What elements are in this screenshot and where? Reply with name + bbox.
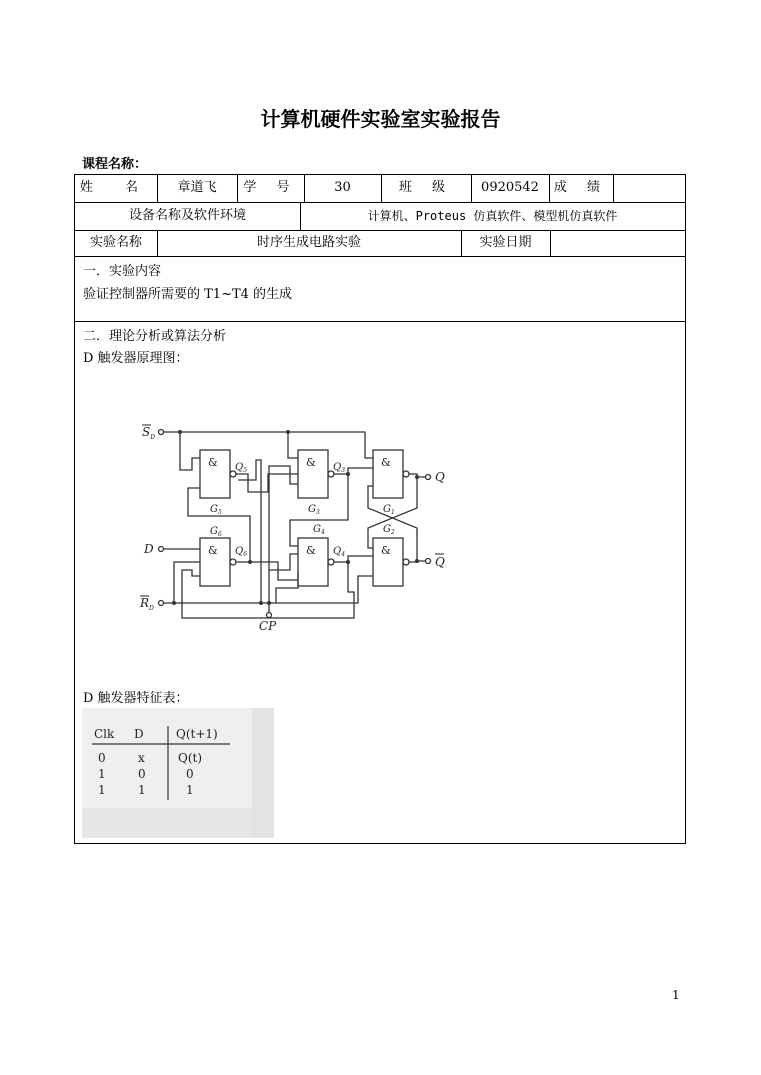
name-label: 姓 名 [79, 180, 153, 195]
experiment-date-label: 实验日期 [479, 235, 532, 250]
experiment-name-label: 实验名称 [89, 235, 142, 250]
gate-g3-symbol: & [306, 456, 316, 469]
environment-label: 设备名称及软件环境 [128, 208, 246, 223]
environment-value: 计算机、Proteus 仿真软件、模型机仿真软件 [367, 209, 618, 223]
qbar-output-label: Q [435, 555, 445, 569]
gate-g2-symbol: & [381, 544, 391, 557]
row-divider [75, 321, 685, 322]
score-label: 成 绩 [553, 180, 609, 195]
gate-g4-label: $G_4$ [313, 524, 325, 536]
q4-label: $Q_4$ [333, 546, 346, 558]
q-output-label: Q [435, 470, 445, 484]
table-cell: 0 [186, 767, 194, 781]
gate-g1-symbol: & [381, 456, 391, 469]
rd-input-label: $R_D$ [140, 596, 154, 612]
score-value [613, 175, 685, 201]
table-cell: 1 [186, 783, 194, 797]
gate-g6-symbol: & [208, 544, 218, 557]
d-flip-flop-diagram [130, 420, 460, 635]
sd-input-label: $S_D$ [142, 425, 156, 441]
student-id-value: 30 [334, 180, 351, 195]
q5-label: $Q_5$ [235, 462, 248, 474]
page-title: 计算机硬件实验室实验报告 [260, 107, 501, 131]
gate-g3-label: $G_3$ [308, 504, 320, 516]
diagram-caption: D 触发器原理图： [83, 351, 189, 366]
name-value: 章道飞 [177, 180, 217, 195]
table-cell: 1 [98, 767, 106, 781]
experiment-name-value: 时序生成电路实验 [256, 235, 361, 250]
q3-label: $Q_3$ [333, 462, 346, 474]
gate-g1-label: $G_1$ [383, 504, 395, 516]
gate-g4-symbol: & [306, 544, 316, 557]
table-cell: x [138, 751, 145, 765]
student-id-label: 学 号 [243, 180, 298, 195]
section-1-text: 验证控制器所需要的 T1~T4 的生成 [83, 287, 293, 302]
gate-g6-label: $G_6$ [210, 526, 222, 538]
page-number: 1 [672, 988, 680, 1002]
course-name-label: 课程名称： [82, 157, 148, 172]
d-input-label: D [144, 542, 154, 556]
table-cell: 0 [138, 767, 146, 781]
gate-g5-label: $G_5$ [210, 504, 222, 516]
experiment-date-value [550, 230, 685, 256]
cp-input-label: CP [259, 619, 277, 633]
table-cell: Q(t) [178, 751, 203, 765]
table-header-next-q: Q(t+1) [176, 727, 218, 741]
class-value: 0920542 [481, 180, 539, 195]
table-cell: 1 [138, 783, 146, 797]
q6-label: $Q_6$ [235, 546, 248, 558]
section-2-heading: 二．理论分析或算法分析 [83, 329, 227, 344]
table-cell: 1 [98, 783, 106, 797]
table-cell: 0 [98, 751, 106, 765]
table-header-clk: Clk [94, 727, 115, 741]
class-label: 班 级 [398, 180, 454, 195]
gate-g2-label: $G_2$ [383, 524, 395, 536]
section-1-heading: 一．实验内容 [83, 264, 162, 279]
gate-g5-symbol: & [208, 456, 218, 469]
characteristic-table-image [82, 708, 274, 838]
table-caption: D 触发器特征表： [83, 691, 189, 706]
table-header-d: D [134, 727, 144, 741]
row-divider [75, 256, 685, 257]
